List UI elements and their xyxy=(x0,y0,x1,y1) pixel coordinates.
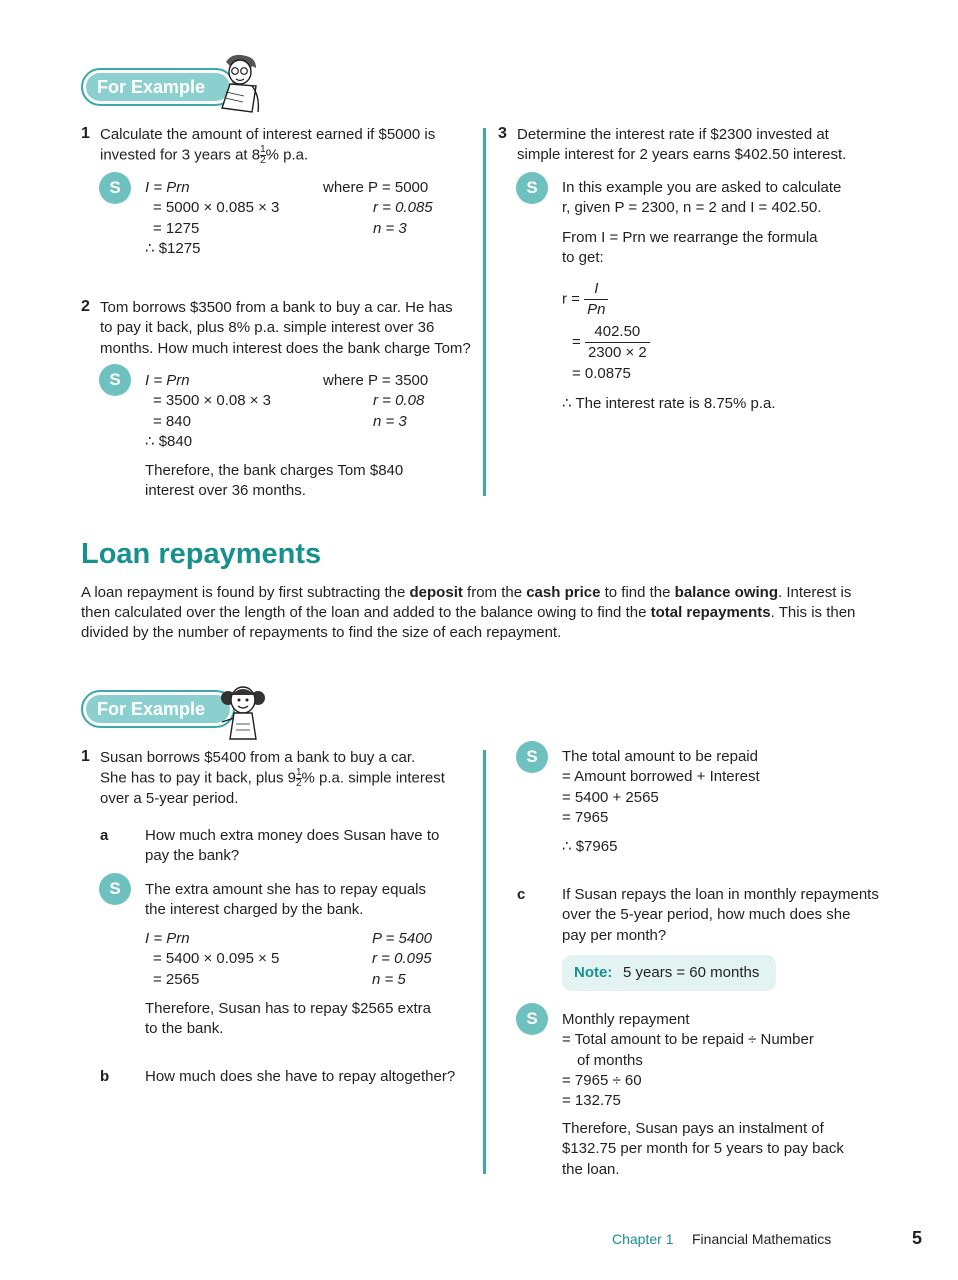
solution-variables: where P = 3500 r = 0.08 n = 3 xyxy=(323,372,429,430)
formula-result: = 0.0875 xyxy=(572,365,631,382)
badge-label: For Example xyxy=(97,77,206,97)
solution-working: The total amount to be repaid = Amount borrowed + Interest = 5400 + 2565 = 7965 xyxy=(562,748,760,826)
section-paragraph xyxy=(81,583,881,643)
note-label: Note: xyxy=(574,964,613,981)
solution-conclusion: ∴ $7965 xyxy=(562,838,618,855)
column-divider xyxy=(483,750,486,1174)
solution-working: I = Prn = 5000 × 0.085 × 3 = 1275 ∴ $1275 xyxy=(145,179,280,257)
part-question: How much extra money does Susan have to pay the bank? xyxy=(145,827,440,865)
solution-icon: S xyxy=(516,172,548,204)
page-number: 5 xyxy=(912,1228,923,1248)
question-number: 1 xyxy=(81,748,90,765)
fraction-half: $\frac{1}{2}$ xyxy=(260,144,266,167)
footer-title: Financial Mathematics xyxy=(692,1231,832,1247)
for-example-badge xyxy=(81,690,235,728)
solution-conclusion: Therefore, Susan has to repay $2565 extra to the bank. xyxy=(145,1000,432,1038)
part-question: How much does she have to repay altogether? xyxy=(145,1068,456,1085)
key-term: total repayments xyxy=(650,604,771,621)
solution-variables: where P = 5000 r = 0.085 n = 3 xyxy=(323,179,433,237)
solution-intro: In this example you are asked to calculate r, given P = 2300, n = 2 and I = 402.50. xyxy=(562,179,842,217)
note-box xyxy=(562,955,776,991)
footer-chapter: Chapter 1 xyxy=(612,1231,674,1247)
paragraph-text: from the xyxy=(462,584,527,601)
solution-conclusion: Therefore, the bank charges Tom $840 interest over 36 months. xyxy=(145,462,404,500)
solution-icon: S xyxy=(99,873,131,905)
solution-from: From I = Prn we rearrange the formula to get: xyxy=(562,229,818,267)
solution-icon: S xyxy=(99,364,131,396)
paragraph-text: . This is then divided by the number of repayments to find the size of each repayment. xyxy=(81,604,856,641)
question-text: Tom borrows $3500 from a bank to buy a car. He has to pay it back, plus 8% p.a. simple interest over 36 months. How much interest does the bank charge Tom? xyxy=(100,299,471,357)
cartoon-girl-icon xyxy=(216,680,268,742)
solution-working: Monthly repayment = Total amount to be repaid ÷ Number of months = 7965 ÷ 60 = 132.75 xyxy=(562,1011,814,1110)
column-divider xyxy=(483,128,486,496)
solution-conclusion: ∴ The interest rate is 8.75% p.a. xyxy=(562,395,776,412)
key-term: cash price xyxy=(526,584,601,601)
solution-intro: The extra amount she has to repay equals the interest charged by the bank. xyxy=(145,881,427,919)
solution-icon: S xyxy=(516,741,548,773)
paragraph-text: to find the xyxy=(600,584,675,601)
question-number: 1 xyxy=(81,125,90,142)
badge-label: For Example xyxy=(97,699,206,719)
question-text: Calculate the amount of interest earned if $5000 is invested for 3 years at 8 $\frac{1}{2}$ % p.a. xyxy=(100,126,436,167)
question-text: Susan borrows $5400 from a bank to buy a car. She has to pay it back, plus 9 $\frac{1}{2}$ % p.a. simple interest over a 5-year period. xyxy=(100,749,445,807)
solution-variables: P = 5400 r = 0.095 n = 5 xyxy=(372,930,432,988)
cartoon-boy-reading-icon xyxy=(212,52,264,114)
key-term: deposit xyxy=(409,584,463,601)
question-text: Determine the interest rate if $2300 invested at simple interest for 2 years earns $402.50 interest. xyxy=(517,126,847,164)
key-term: balance owing xyxy=(674,584,779,601)
paragraph-text: A loan repayment is found by first subtracting the xyxy=(81,584,410,601)
part-question: If Susan repays the loan in monthly repayments over the 5-year period, how much does she pay per month? xyxy=(562,886,879,944)
solution-icon: S xyxy=(516,1003,548,1035)
section-heading: Loan repayments xyxy=(81,538,322,570)
solution-working: I = Prn = 3500 × 0.08 × 3 = 840 ∴ $840 xyxy=(145,372,272,450)
question-number: 2 xyxy=(81,298,90,315)
solution-conclusion: Therefore, Susan pays an instalment of $132.75 per month for 5 years to pay back the loan. xyxy=(562,1120,844,1178)
part-label: a xyxy=(100,827,109,844)
note-text: 5 years = 60 months xyxy=(623,964,760,981)
paragraph-text: . Interest is then calculated over the length of the loan and added to the balance owing to find the xyxy=(81,584,852,621)
formula-substitution: = $\frac{402.50}{2300 \times 2}$ xyxy=(572,322,650,363)
part-label: c xyxy=(517,886,526,903)
formula-r: r = $\frac{I}{Pn}$ xyxy=(562,279,608,320)
part-label: b xyxy=(100,1068,110,1085)
solution-icon: S xyxy=(99,172,131,204)
question-number: 3 xyxy=(498,125,507,142)
solution-working: I = Prn = 5400 × 0.095 × 5 = 2565 xyxy=(145,930,280,988)
fraction-half: $\frac{1}{2}$ xyxy=(295,767,302,790)
